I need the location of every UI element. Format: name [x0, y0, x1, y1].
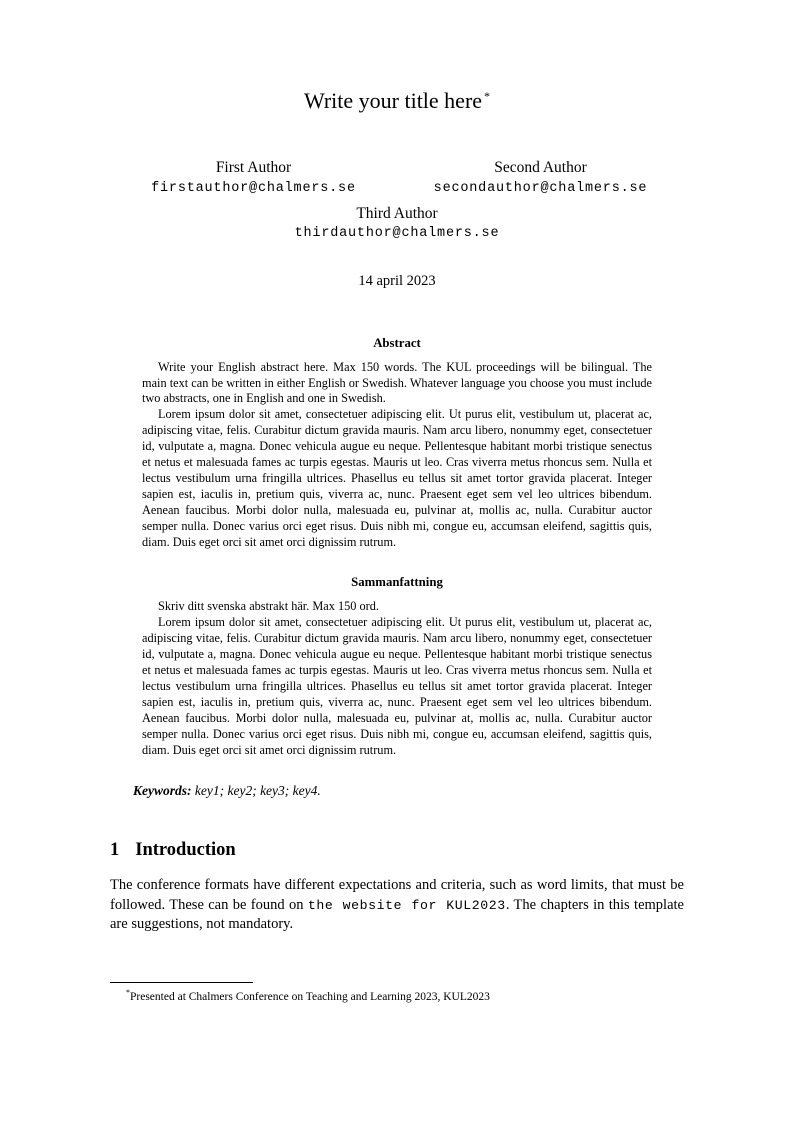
footnote-text: [110, 988, 684, 1005]
paper-title-text: Write your title here: [303, 88, 483, 113]
author-email: thirdauthor@chalmers.se: [294, 226, 500, 242]
title-footnote-marker: *: [484, 88, 491, 103]
footnote-rule: [110, 982, 253, 983]
sammanfattning-paragraph: Skriv ditt svenska abstrakt här. Max 150 ord.: [158, 599, 379, 614]
section-heading-introduction: [110, 839, 684, 861]
author-second: [397, 158, 684, 197]
author-first: [110, 158, 397, 197]
abstract-paragraph: Write your English abstract here. Max 150 words. The KUL proceedings will be bilingual. The main text can be written in either English or Swedish. Whatever language you choose you must include two abstracts, one in English and one in Swedish.: [142, 359, 652, 406]
author-name: Third Author: [356, 204, 438, 222]
keywords-label: Keywords:: [133, 783, 192, 799]
paper-title: [110, 88, 684, 114]
authors-row: [110, 158, 684, 197]
sammanfattning-heading: Sammanfattning: [351, 575, 443, 590]
author-third: [110, 204, 684, 243]
sammanfattning-section: [110, 575, 684, 759]
abstract-section: [110, 336, 684, 552]
footnote-area: [110, 982, 684, 1005]
intro-text-before-link: The conference formats have different expectations and criteria, such as word limits, that must be followed. These can be found on: [110, 877, 684, 913]
author-name: First Author: [215, 159, 292, 177]
footnote-body: Presented at Chalmers Conference on Teaching and Learning 2023, KUL2023: [130, 990, 490, 1003]
abstract-body: [142, 360, 652, 552]
intro-paragraph: [110, 876, 684, 935]
intro-text-after-link: . The chapters in this template are suggestions, not mandatory.: [110, 896, 684, 933]
sammanfattning-body: [142, 599, 652, 759]
author-email: secondauthor@chalmers.se: [433, 180, 648, 196]
section-number: 1: [110, 840, 120, 861]
section-title: Introduction: [135, 840, 236, 861]
paper-date: 14 april 2023: [358, 272, 436, 289]
abstract-paragraph: Lorem ipsum dolor sit amet, consectetuer adipiscing elit. Ut purus elit, vestibulum ut, placerat ac, adipiscing vitae, felis. Curabitur dictum gravida mauris. Nam arcu libero, nonummy eget, consectetuer id, vulputate a, magna. Donec vehicula augue eu neque. Pellentesque habitant morbi tristique senectus et netus et malesuada fames ac turpis egestas. Mauris ut leo. Cras viverra metus rhoncus sem. Nulla et lectus vestibulum urna fringilla ultrices. Phasellus eu tellus sit amet tortor gravida placerat. Integer sapien est, iaculis in, pretium quis, viverra ac, nunc. Praesent eget sem vel leo ultrices bibendum. Aenean faucibus. Morbi dolor nulla, malesuada eu, pulvinar at, mollis ac, nulla. Curabitur auctor semper nulla. Donec varius orci eget risus. Duis nibh mi, congue eu, accumsan eleifend, sagittis quis, diam. Duis eget orci sit amet orci dignissim rutrum.: [142, 407, 652, 550]
abstract-heading: Abstract: [373, 335, 421, 350]
sammanfattning-paragraph: Lorem ipsum dolor sit amet, consectetuer adipiscing elit. Ut purus elit, vestibulum ut, placerat ac, adipiscing vitae, felis. Curabitur dictum gravida mauris. Nam arcu libero, nonummy eget, consectetuer id, vulputate a, magna. Donec vehicula augue eu neque. Pellentesque habitant morbi tristique senectus et netus et malesuada fames ac turpis egestas. Mauris ut leo. Cras viverra metus rhoncus sem. Nulla et lectus vestibulum urna fringilla ultrices. Phasellus eu tellus sit amet tortor gravida placerat. Integer sapien est, iaculis in, pretium quis, viverra ac, nunc. Praesent eget sem vel leo ultrices bibendum. Aenean faucibus. Morbi dolor nulla, malesuada eu, pulvinar at, mollis ac, nulla. Curabitur auctor semper nulla. Donec varius orci eget risus. Duis nibh mi, congue eu, accumsan eleifend, sagittis quis, diam. Duis eget orci sit amet orci dignissim rutrum.: [142, 615, 652, 758]
author-name: Second Author: [494, 159, 587, 177]
author-email: firstauthor@chalmers.se: [151, 180, 356, 196]
kul2023-website-link[interactable]: the website for KUL2023: [307, 897, 506, 913]
footnote-marker: *: [126, 988, 130, 997]
keywords-list: key1; key2; key3; key4.: [194, 783, 321, 799]
keywords-line: [110, 783, 684, 799]
